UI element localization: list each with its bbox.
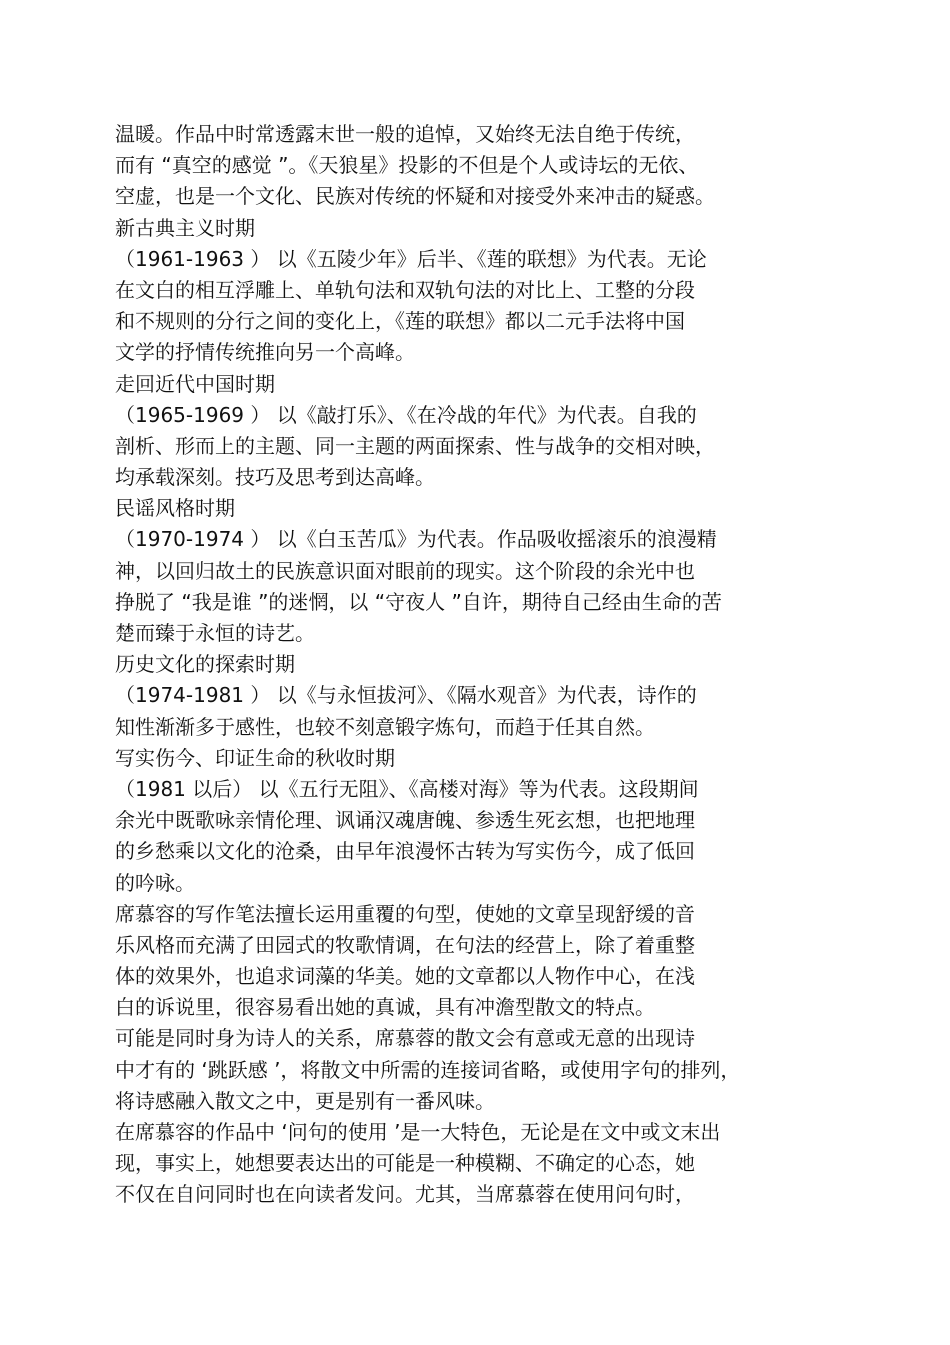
text-line: 体的效果外，也追求词藻的华美。她的文章都以人物作中心，在浅 <box>115 964 695 989</box>
text-line: 不仅在自问同时也在向读者发问。尤其，当席慕蓉在使用问句时， <box>115 1182 695 1207</box>
text-line: 空虚，也是一个文化、民族对传统的怀疑和对接受外来冲击的疑惑。 <box>115 184 715 209</box>
text-line: 的吟咏。 <box>115 870 195 895</box>
text-line: （1965-1969 ） 以《敲打乐》、《在冷战的年代》为代表。自我的 <box>115 402 697 427</box>
text-line: 挣脱了 “我是谁 ”的迷惘，以 “守夜人 ”自许，期待自己经由生命的苦 <box>115 589 722 614</box>
text-line: 席慕容的写作笔法擅长运用重覆的句型，使她的文章呈现舒缓的音 <box>115 901 695 926</box>
text-line: 在席慕容的作品中 ‘问句的使用 ’是一大特色，无论是在文中或文末出 <box>115 1120 721 1144</box>
body-text <box>115 119 815 1211</box>
text-line: 现，事实上，她想要表达出的可能是一种模糊、不确定的心态，她 <box>115 1151 695 1176</box>
text-line: 可能是同时身为诗人的关系，席慕蓉的散文会有意或无意的出现诗 <box>115 1026 695 1051</box>
text-line: 乐风格而充满了田园式的牧歌情调，在句法的经营上，除了着重整 <box>115 932 695 957</box>
text-line: 的乡愁乘以文化的沧桑，由早年浪漫怀古转为写实伤今，成了低回 <box>115 839 695 864</box>
section-heading: 走回近代中国时期 <box>115 371 275 396</box>
text-line: 文学的抒情传统推向另一个高峰。 <box>115 340 415 365</box>
text-line: 和不规则的分行之间的变化上，《莲的联想》都以二元手法将中国 <box>115 309 685 334</box>
text-line: 白的诉说里，很容易看出她的真诚，具有冲澹型散文的特点。 <box>115 995 655 1020</box>
text-line: 剖析、形而上的主题、同一主题的两面探索、性与战争的交相对映， <box>115 433 715 458</box>
text-line: 将诗感融入散文之中，更是别有一番风味。 <box>115 1088 495 1113</box>
section-heading: 写实伤今、印证生命的秋收时期 <box>115 745 395 770</box>
text-line: 神，以回归故土的民族意识面对眼前的现实。这个阶段的余光中也 <box>115 558 695 583</box>
text-line: 余光中既歌咏亲情伦理、讽诵汉魂唐魄、参透生死玄想，也把地理 <box>115 808 695 833</box>
text-line: （1981 以后） 以《五行无阻》、《高楼对海》等为代表。这段期间 <box>115 776 699 801</box>
text-line: 温暖。作品中时常透露末世一般的追悼，又始终无法自绝于传统， <box>115 122 695 146</box>
section-heading: 历史文化的探索时期 <box>115 652 295 677</box>
text-line: 知性渐渐多于感性，也较不刻意锻字炼句，而趋于任其自然。 <box>115 714 655 739</box>
text-line: 楚而臻于永恒的诗艺。 <box>115 621 315 645</box>
section-heading: 新古典主义时期 <box>115 215 255 240</box>
text-line: （1961-1963 ） 以《五陵少年》后半、《莲的联想》为代表。无论 <box>115 246 707 271</box>
text-line: （1970-1974 ） 以《白玉苦瓜》为代表。作品吸收摇滚乐的浪漫精 <box>115 527 717 552</box>
text-line: 中才有的 ‘跳跃感 ’，将散文中所需的连接词省略，或使用字句的排列， <box>115 1057 741 1082</box>
text-line: 均承载深刻。技巧及思考到达高峰。 <box>115 465 435 490</box>
text-line: （1974-1981 ） 以《与永恒拔河》、《隔水观音》为代表，诗作的 <box>115 683 697 708</box>
text-line: 在文白的相互浮雕上、单轨句法和双轨句法的对比上、工整的分段 <box>115 277 695 302</box>
text-line: 而有 “真空的感觉 ”。《天狼星》投影的不但是个人或诗坛的无依、 <box>115 153 699 178</box>
section-heading: 民谣风格时期 <box>115 496 235 521</box>
